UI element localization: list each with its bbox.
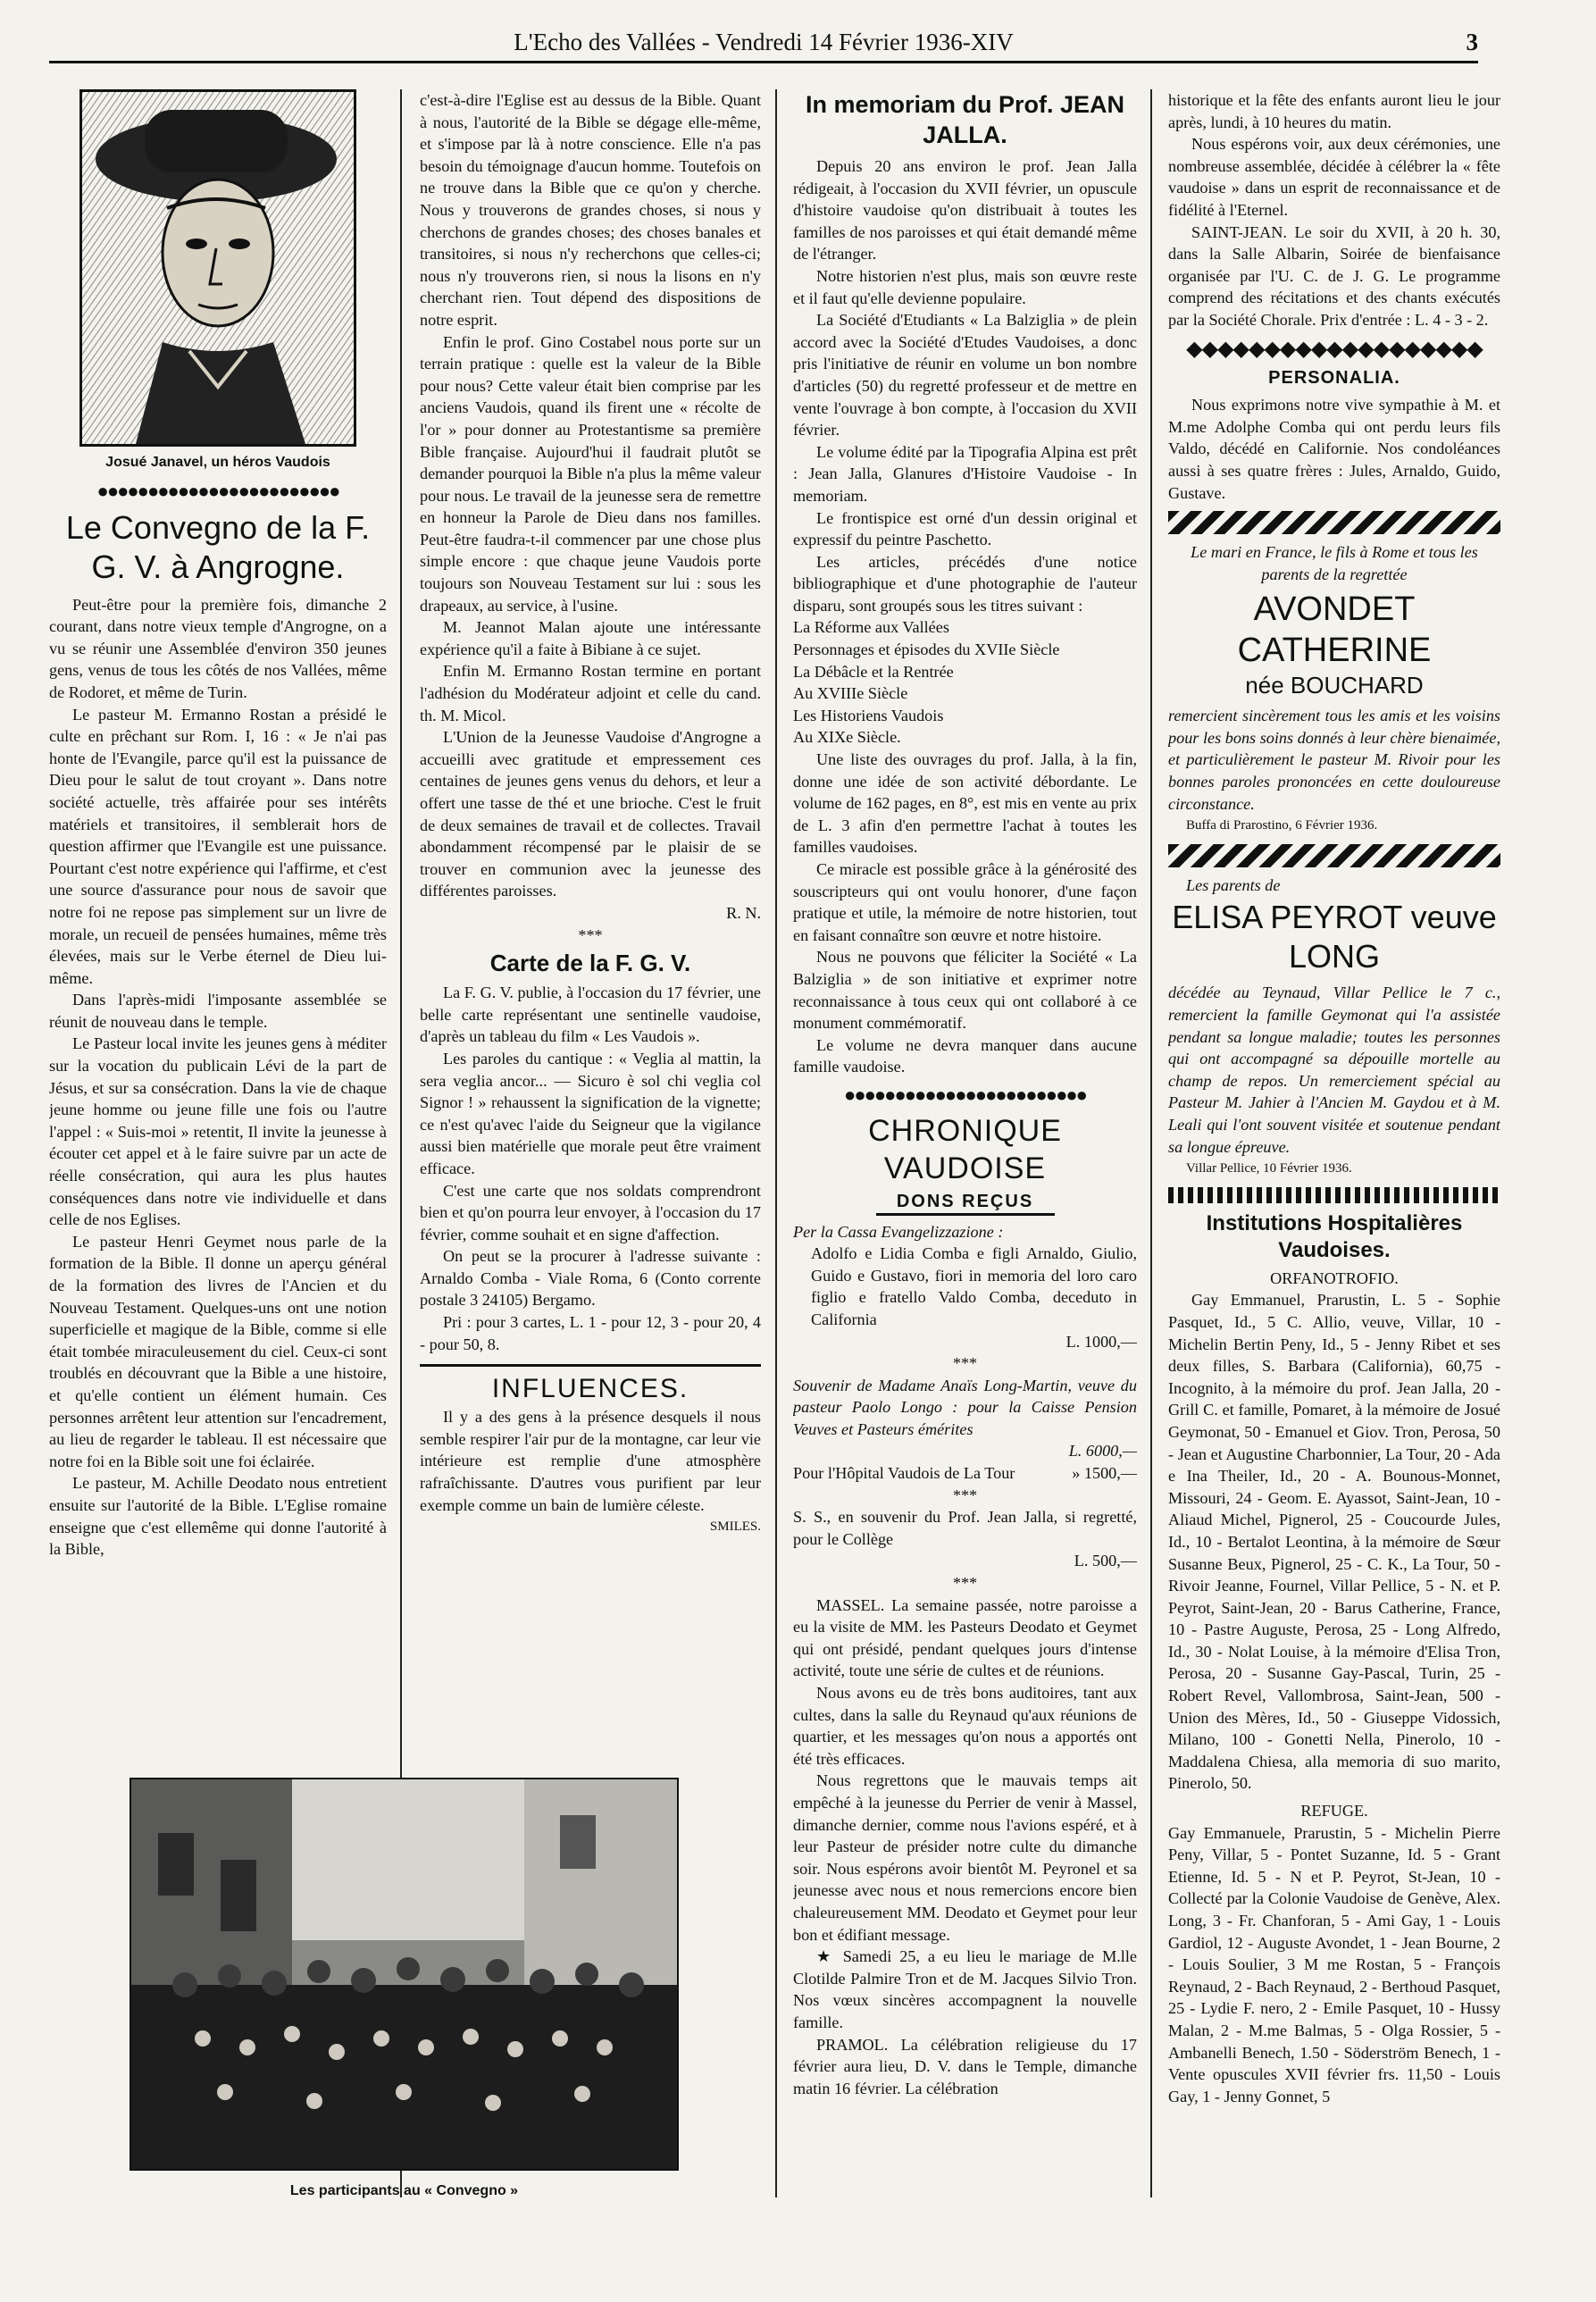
section-title-institutions: Institutions Hospitalières Vaudoises. [1206, 1210, 1463, 1262]
article-paragraph: Nous avons eu de très bons auditoires, tant aux cultes, dans la salle du Reynaud qu'aux réunions de quartier, et les messages qu'on nous a apportés ont été très efficaces. [793, 1684, 1137, 1768]
subsection-title: REFUGE. [1300, 1802, 1368, 1821]
article-paragraph: Pri : pour 3 cartes, L. 1 - pour 12, 3 - pour 20, 4 - pour 50, 8. [420, 1313, 761, 1353]
article-paragraph: Les articles, précédés d'une notice bibliographique et d'une photographie de l'auteur disparu, sont groupés sous les titres suivant : [793, 552, 1137, 615]
article-paragraph: M. Jeannot Malan ajoute une intéressante expérience qu'il a faite à Bibiane à ce sujet. [420, 618, 761, 658]
article-paragraph: MASSEL. La semaine passée, notre paroisse a eu la visite de MM. les Pasteurs Deodato et Geymet qui ont présidé, pendant quelques jours d'intense activité, toute une série de cultes et de réunions. [793, 1595, 1137, 1680]
photo-caption: Les participants au « Convegno » [289, 2183, 519, 2198]
notice-text: décédée au Teynaud, Villar Pellice le 7 c., remercient la famille Geymonat qui l'a assistée pendant sa longue maladie; toutes les personnes qui ont accompagné sa dépouille mortelle au champ de repos. Un remerciement spécial au Pasteur M. Jahier à l'Ancien M. Gaydou et à M. Leali qui l'ont souvent visitée et soutenue pendant sa longue épreuve. [1168, 984, 1500, 1156]
donor-list: Gay Emmanuele, Prarustin, 5 - Michelin Pierre Peny, Villar, 5 - Pontet Suzanne, Id. 5 - Grant Etienne, Id. 5 - N et P. Peyrot, St-Jean, 10 - Collecté par la Colonie Vaudoise de Genève, Alex. Long, 3 - Fr. Chanforan, 5 - Ami Gay, 1 - Louis Gardiol, 12 - Auguste Avondet, 1 - Jean Bourne, 2 - Louis Soulier, 3 M me Rostan, 5 - François Reynaud, 2 - Bach Reynaud, 2 - Berthoud Pasquet, 25 - Lydie F. nero, 2 - Emile Pasquet, 10 - Hussy Malan, 2 - M.me Balmas, 5 - Olga Rossier, 5 - Ambanelli Benech, 1.50 - Söderström Benech, 1 - Vente opuscules XVII février frs. 11,50 - Louis Gay, 1 - Jenny Gonnet, 5 [1168, 1823, 1500, 2105]
article-paragraph: Le pasteur M. Ermanno Rostan a présidé le culte en prêchant sur Rom. I, 16 : « Je n'ai pas honte de l'Evangile, parce qu'il est la puissance de Dieu pour le salut de tout croyant ». Dans notre société actuelle, très affairée pour ses intérêts matériels et transitoires, il semblerait hors de question affirmer que l'Evangile est une puissance. Pourtant c'est notre expérience qui l'affirme, et c'est une source d'assurance pour nous de savoir que notre foi ne repose pas simplement sur un livre de morale, un recueil de pensées humaines, même très élevées, mais sur le Verbe éternel de Dieu lui-même. [49, 705, 387, 987]
article-paragraph: PRAMOL. La célébration religieuse du 17 février aura lieu, D. V. dans le Temple, dimanche matin 16 février. La célébration [793, 2035, 1137, 2097]
subsection-title: ORFANOTROFIO. [1270, 1268, 1399, 1287]
separator-stars: *** [952, 1354, 978, 1373]
article-paragraph: Ce miracle est possible grâce à la générosité des souscripteurs qui ont voulu honorer, d'une façon pratique et utile, la mémoire de notre historien, tout en faisant connaître son œuvre et notre histoire. [793, 860, 1137, 944]
notice-intro: Le mari en France, le fils à Rome et tous les parents de la regrettée [1191, 543, 1478, 583]
section-title-personalia: PERSONALIA. [1268, 367, 1400, 388]
article-paragraph: C'est une carte que nos soldats comprendront bien et qu'on pourra leur envoyer, à l'occasion du 17 février, comme souhait et en signe d'affection. [420, 1181, 761, 1243]
article-paragraph: Les paroles du cantique : « Veglia al mattin, la sera veglia ancor... — Sicuro è sol chi veglia col Signor ! » rehaussent la signification de la vignette; ce n'est qu'avec l'aide du Seigneur que la vigilance aussi bien matérielle que morale peut être vraiment efficace. [420, 1049, 761, 1177]
article-paragraph: Depuis 20 ans environ le prof. Jean Jalla rédigeait, à l'occasion du XVII février, un opuscule d'histoire vaudoise qu'on distribuait à toutes les familles de nos paroisses et qui était demandé même de l'étranger. [793, 157, 1137, 264]
article-title-influences: INFLUENCES. [491, 1374, 689, 1404]
article-paragraph: historique et la fête des enfants auront lieu le jour après, lundi, à 10 heures du matin. [1168, 91, 1500, 131]
article-paragraph: La Société d'Etudiants « La Balziglia » de plein accord avec la Société d'Etudes Vaudoises, a donc pris l'initiative de réunir en volume un bon nombre d'articles (50) du regretté professeur et de mettre en vente l'ouvrage à bon compte, à l'occasion du XVII février. [793, 311, 1137, 439]
don-text: S. S., en souvenir du Prof. Jean Jalla, si regretté, pour le Collège [793, 1508, 1137, 1548]
decorative-border [1168, 1187, 1500, 1203]
separator-stars: *** [952, 1574, 978, 1593]
don-entry [793, 1375, 1137, 1462]
rule [420, 1364, 761, 1367]
toc-item: Personnages et épisodes du XVIIe Siècle [793, 640, 1060, 659]
article-title-carte: Carte de la F. G. V. [489, 950, 691, 977]
notice-nee: née BOUCHARD [1245, 672, 1424, 699]
article-paragraph: Le volume ne devra manquer dans aucune famille vaudoise. [793, 1035, 1137, 1076]
article-paragraph: Nous regrettons que le mauvais temps ait empêché à la jeunesse du Perrier de venir à Massel, dimanche dernier, comme nous l'avions espéré, et à leur Pasteur de présider notre culte du dimanche soir. Nous espérons avoir bientôt M. Peyronel et sa jeunesse avec nous et nous remercions encore bien chaleureusement MM. Deodato et Geymet pour leur bon et édifiant message. [793, 1771, 1137, 1944]
notice-name: ELISA PEYROT veuve LONG [1172, 899, 1497, 975]
don-entry [793, 1243, 1137, 1352]
article-paragraph: Une liste des ouvrages du prof. Jalla, à la fin, donne une idée de son activité débordante. Le volume de 162 pages, en 8°, est mis en vente au prix de L. 3 afin d'en permettre l'achat à toutes les familles vaudoises. [793, 750, 1137, 857]
column-rule [775, 89, 777, 2197]
article-paragraph: ★ Samedi 25, a eu lieu le mariage de M.lle Clotilde Palmire Tron et de M. Jacques Silvio Tron. Nos vœux sincères accompagnent la nouvelle famille. [793, 1947, 1137, 2031]
article-title-convegno: Le Convegno de la F. G. V. à Angrogne. [65, 508, 371, 585]
article-paragraph: Nous espérons voir, aux deux cérémonies, une nombreuse assemblée, décidée à célébrer la « fête vaudoise » dans un esprit de reconnaissance et de fidélité à l'Eternel. [1168, 135, 1500, 219]
separator-stars: *** [578, 925, 603, 944]
don-amount: » 1500,— [1072, 1464, 1137, 1483]
signature: SMILES. [709, 1519, 761, 1535]
article-paragraph: Le frontispice est orné d'un dessin original et expressif du peintre Paschetto. [793, 508, 1137, 549]
column-3 [793, 89, 1137, 2233]
article-paragraph: La F. G. V. publie, à l'occasion du 17 février, une belle carte représentant une sentinelle vaudoise, d'après un tableau du film « Les Vaudois ». [420, 984, 761, 1046]
article-paragraph: Enfin M. Ermanno Rostan termine en portant l'adhésion du Modérateur adjoint et celle du cand. th. M. Micol. [420, 662, 761, 724]
article-paragraph: On peut se la procurer à l'adresse suivante : Arnaldo Comba - Viale Roma, 6 (Conto corrente postale 3 24105) Bergamo. [420, 1247, 761, 1310]
toc-list [793, 616, 1137, 749]
don-amount: L. 500,— [1074, 1552, 1137, 1570]
article-paragraph: Le pasteur Henri Geymet nous parle de la formation de la Bible. Il donne un aperçu général de la formation des livres de l'Ancien et du Nouveau Testament. Quelques-uns ont une notion superficielle et magique de la Bible, comme si elle était tombée miraculeusement du ciel. Ceux-ci sont troublés en découvrant que la Bible a une histoire, et qu'elle contient un élément humain. Ces personnes arrêtent leur attention sur l'encadrement, au lieu de regarder le tableau. Il est nécessaire que notre foi en la Bible soit une foi éclairée. [49, 1232, 387, 1470]
signature: R. N. [726, 903, 761, 922]
dot-separator: ●●●●●●●●●●●●●●●●●●●●●●●● [96, 479, 339, 502]
article-title-memoriam: In memoriam du Prof. JEAN JALLA. [805, 91, 1125, 148]
article-paragraph: c'est-à-dire l'Eglise est au dessus de la Bible. Quant à nous, l'autorité de la Bible se dégage elle-même, et s'impose par là à notre conscience. Elle n'a pas besoin du témoignage d'aucun homme. Toutefois on ne trouve dans la Bible que ce qu'on y cherche. Nous y trouverons de grandes choses, si nous y cherchons de grandes choses; des choses banales et transitoires, si nous n'y recherchons que celles-ci; nous n'y trouverons rien, si nous la lisons en n'y cherchant rien. Tout dépend des dispositions de notre esprit. [420, 91, 761, 329]
notice-name: AVONDET CATHERINE [1237, 590, 1432, 670]
don-intro: Per la Cassa Evangelizzazione : [793, 1222, 1004, 1241]
decorative-border [1168, 844, 1500, 867]
dot-separator: ●●●●●●●●●●●●●●●●●●●●●●●● [844, 1083, 1086, 1106]
article-paragraph: Peut-être pour la première fois, dimanche 2 courant, dans notre vieux temple d'Angrogne, on a vu se réunir une Assemblée d'environ 350 jeunes gens, venus de tous les côtés de nos Vallées, même de Rodoret, et même de Turin. [49, 595, 387, 701]
column-1 [49, 89, 387, 1733]
toc-item: Au XIXe Siècle. [793, 728, 901, 747]
toc-item: La Réforme aux Vallées [793, 618, 949, 637]
section-title-chronique: CHRONIQUE VAUDOISE [868, 1113, 1062, 1185]
don-amount: L. 6000,— [1068, 1442, 1137, 1461]
column-4 [1168, 89, 1500, 2233]
notice-place: Buffa di Prarostino, 6 Février 1936. [1186, 818, 1378, 833]
section-title-dons: DONS REÇUS [876, 1191, 1055, 1216]
article-paragraph: Dans l'après-midi l'imposante assemblée se réunit de nouveau dans le temple. [49, 991, 387, 1031]
toc-item: Les Historiens Vaudois [793, 706, 944, 724]
toc-item: Au XVIIIe Siècle [793, 684, 908, 703]
don-entry [793, 1462, 1137, 1485]
diamond-separator: ◆◆◆◆◆◆◆◆◆◆◆◆◆◆◆◆◆◆◆ [1186, 337, 1483, 361]
notice-place: Villar Pellice, 10 Février 1936. [1186, 1161, 1352, 1176]
column-2 [420, 89, 761, 1733]
portrait-caption: Josué Janavel, un héros Vaudois [105, 455, 330, 470]
article-paragraph: SAINT-JEAN. Le soir du XVII, à 20 h. 30, dans la Salle Albarin, Soirée de bienfaisance organisée par l'U. C. de J. G. Le programme comprend des récitations et des chants exécutés par la Société Chorale. Prix d'entrée : L. 4 - 3 - 2. [1168, 222, 1500, 329]
article-paragraph: Notre historien n'est plus, mais son œuvre reste et il faut qu'elle devienne populaire. [793, 266, 1137, 307]
column-rule [1150, 89, 1152, 2197]
separator-stars: *** [952, 1486, 978, 1504]
don-entry [793, 1506, 1137, 1572]
header-title: L'Echo des Vallées - Vendredi 14 Février 1936-XIV [514, 29, 1014, 55]
article-paragraph: Le Pasteur local invite les jeunes gens à méditer sur la vocation du publicain Lévi de la part de Jésus, et sur sa consécration. Dans la vie de chaque jeune homme ou jeune fille une fois ou l'autre l'appel : « Suis-moi » retentit, Il invite la jeunesse à écouter cet appel et à le faire suivre par un acte de réelle consécration, qui aura les plus hautes conséquences dans notre vie individuelle et dans celle de nos Eglises. [49, 1034, 387, 1229]
group-photo [130, 1778, 679, 2171]
article-paragraph: Nous exprimons notre vive sympathie à M. et M.me Adolphe Comba qui ont perdu leurs fils Valdo, décédé en Californie. Nos condoléances aussi à ses quatre frères : Jules, Arnaldo, Guido, Gustave. [1168, 396, 1500, 502]
page-header [49, 29, 1478, 63]
article-paragraph: L'Union de la Jeunesse Vaudoise d'Angrogne a accueilli avec gratitude et empressement ces centaines de jeunes gens venus du dehors, et leur a offert une tasse de thé et une brioche. C'est le fruit de deux semaines de travail et de collectes. Travail abondamment récompensé par le plaisir de se trouver en communion avec la jeunesse des différentes paroisses. [420, 728, 761, 900]
don-text: Souvenir de Madame Anaïs Long-Martin, veuve du pasteur Paolo Longo : pour la Caisse Pension Veuves et Pasteurs émérites [793, 1376, 1137, 1438]
don-text: Adolfo e Lidia Comba e figli Arnaldo, Giulio, Guido e Gustavo, fiori in memoria del loro caro figlio e fratello Valdo Comba, deceduto in California [811, 1244, 1137, 1328]
notice-intro: Les parents de [1186, 875, 1281, 894]
article-paragraph: Enfin le prof. Gino Costabel nous porte sur un terrain pratique : quelle est la valeur de la Bible pour nous? Cette valeur était bien comprise par les anciens Vaudois, quand ils firent une « récolte de l'or » pour donner au Protestantisme sa première Bible française. Aujourd'hui il faudrait plutôt se demander pourquoi la Bible n'a plus la même valeur pour nous. Le travail de la jeunesse sera de remettre en honneur la Parole de Dieu dans nos familles. Peut-être faudra-t-il commencer par une chose plus simple encore : que chaque jeune Vaudois porte toujours son Nouveau Testament sur lui : sous les drapeaux, au service, à l'usine. [420, 332, 761, 615]
portrait-illustration [79, 89, 356, 447]
don-text: Pour l'Hôpital Vaudois de La Tour [793, 1464, 1015, 1483]
toc-item: La Débâcle et la Rentrée [793, 662, 954, 681]
article-paragraph: Le pasteur, M. Achille Deodato nous entretient ensuite sur l'autorité de la Bible. L'Eglise romaine enseigne que c'est ellemême qui donne l'autorité à la Bible, [49, 1474, 387, 1559]
portrait-icon [82, 92, 354, 444]
donor-list: Gay Emmanuel, Prarustin, L. 5 - Sophie Pasquet, Id., 5 C. Allio, veuve, Villar, 10 - Michelin Bertin Peny, Id., 5 - Jenny Ribet et ses deux filles, S. Barbara (California), 60,75 - Incognito, à la mémoire du prof. Jean Jalla, 20 - Grill C. et famille, Pomaret, à la mémoire de Josué Geymonat, 50 - Emanuel et Giov. Tron, Perosa, 50 - Jean et Augustine Charbonnier, La Tour, 20 - Ada e Ina Theiler, Id., 20 - A. Bounous-Monnet, Missouri, 24 - Geom. E. Ayassot, Saint-Jean, 10 - Aliaud Michel, Pignerol, 25 - Coucourde Jules, Id., 10 - Bertalot Leontina, à la mémoire de Sœur Susanne Beux, Pignerol, 25 - C. K., La Tour, 50 - Rivoir Jeanne, Fournel, Villar Pellice, 5 - N. et P. Peyrot, Saint-Jean, 20 - Barus Catherine, France, 10 - Pastre Auguste, Perosa, 25 - Long Alfredo, Id., 30 - Nolat Louise, à la mémoire d'Elisa Tron, Perosa, 20 - Susanne Gay-Pascal, Turin, 25 - Robert Revel, Vallombrosa, Saint-Jean, 500 - Union des Mères, Id., 50 - Giuseppe Vidossich, Milano, 100 - Gonetti Nella, Pinerolo, 10 - Maddalena Chiesa, alla memoria di suo marito, Pinerolo, 50. [1168, 1291, 1500, 1793]
group-photo-icon [131, 1779, 677, 2169]
article-paragraph: Il y a des gens à la présence desquels il nous semble respirer l'air pur de la montagne, car leur vie intérieure est remplie d'une atmosphère rafraîchissante. D'autres vous purifient par leur exemple comme un bain de lumière céleste. [420, 1408, 761, 1514]
don-amount: L. 1000,— [1065, 1332, 1137, 1351]
decorative-border [1168, 511, 1500, 534]
article-paragraph: Le volume édité par la Tipografia Alpina est prêt : Jean Jalla, Glanures d'Histoire Vaudoise - In memoriam. [793, 442, 1137, 505]
article-paragraph: Nous ne pouvons que féliciter la Société « La Balziglia » de son initiative et exprimer notre reconnaissance à tous ceux qui ont collaboré à ce monument commémoratif. [793, 948, 1137, 1033]
notice-text: remercient sincèrement tous les amis et les voisins pour les bons soins donnés à leur chère bienaimée, et particulièrement le pasteur M. Rivoir pour les bonnes paroles prononcées en cette douloureuse circonstance. [1168, 707, 1500, 813]
page-number: 3 [1466, 29, 1478, 55]
